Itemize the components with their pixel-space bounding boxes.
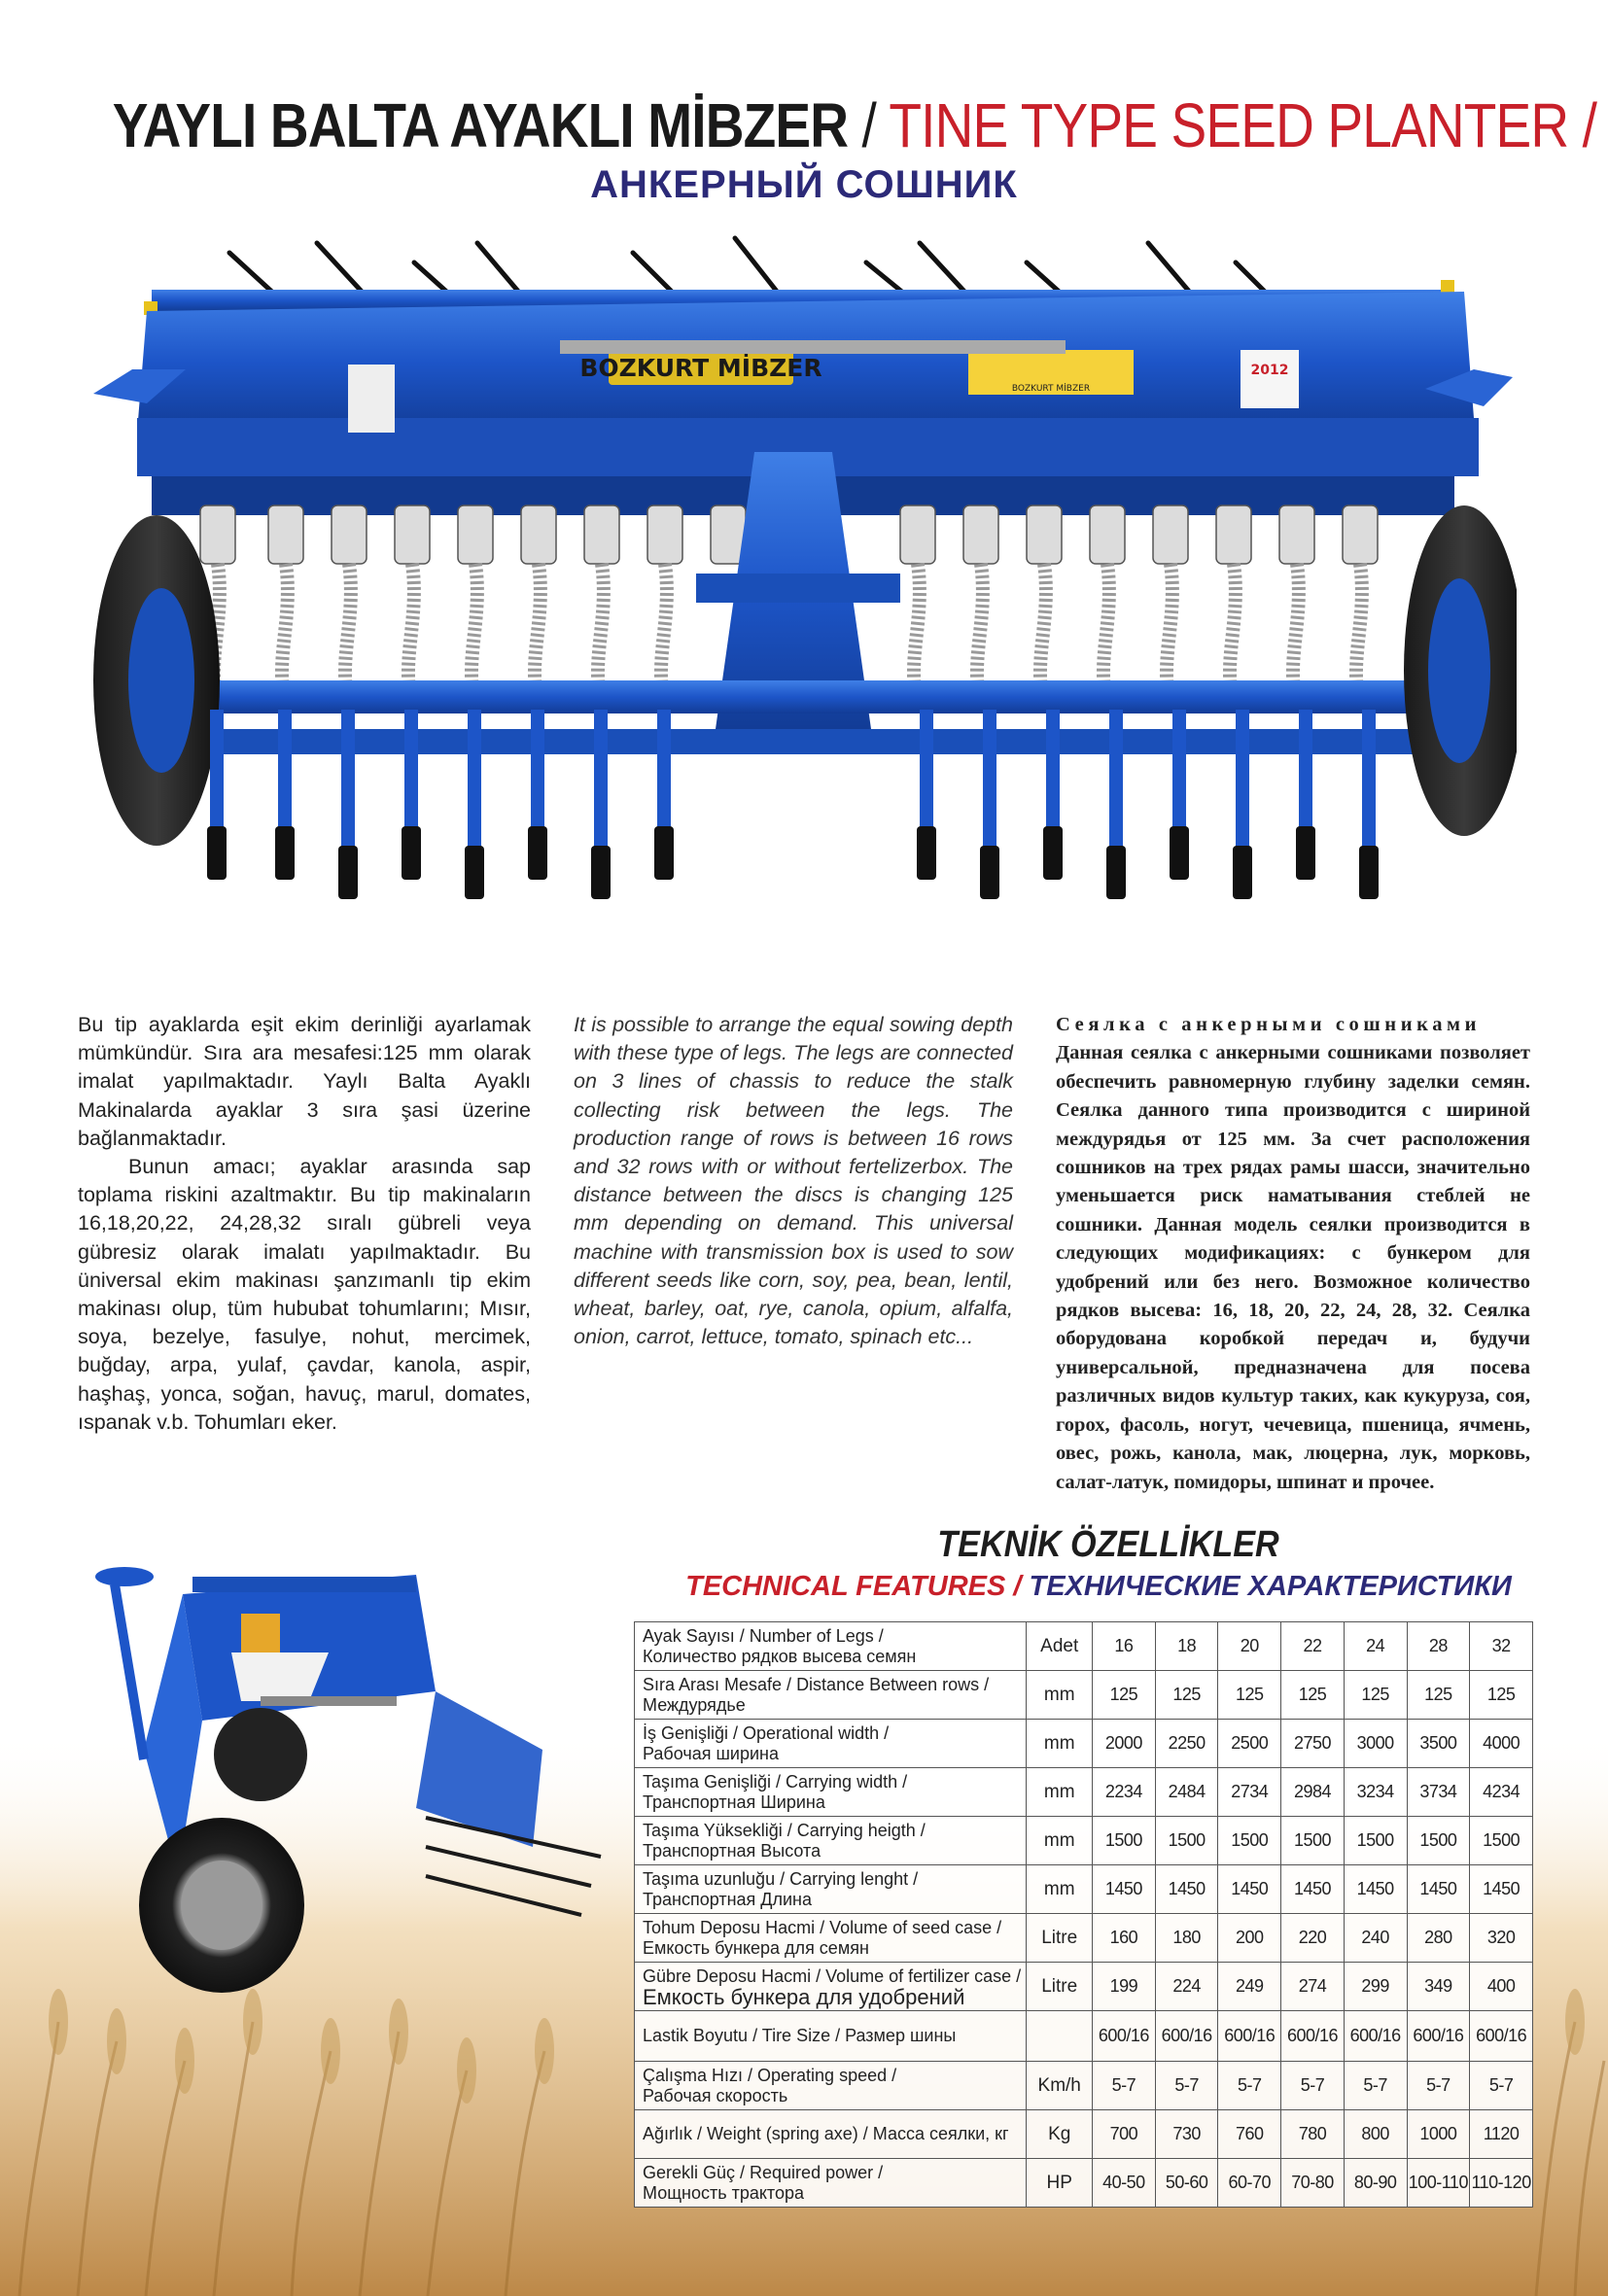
spec-value: 220 (1281, 1914, 1345, 1963)
spec-label-line1: Gerekli Güç / Required power / (643, 2162, 884, 2182)
spec-row (635, 1622, 1533, 1671)
spec-value: 5-7 (1344, 2062, 1407, 2110)
spec-value: 1500 (1093, 1817, 1156, 1865)
spec-value: 1450 (1218, 1865, 1281, 1914)
spec-value: 2500 (1218, 1720, 1281, 1768)
spec-value: 20 (1218, 1622, 1281, 1671)
spec-unit (1027, 2011, 1093, 2062)
spec-label-line1: Lastik Boyutu / Tire Size / Размер шины (643, 2026, 957, 2045)
spec-label (635, 1817, 1027, 1865)
description-russian-body: Данная сеялка с анкерными сошниками позволяет обеспечить равномерную глубину заделки семян. Сеялка данного типа производится с шириной междурядья от 125 мм. За счет расположения сошников на трех рядах рамы шасси, значительно уменьшается риск наматывания стеблей не сошники. Данная модель сеялки производится в следующих модификациях: с бункером для удобрений или без него. Возможное количество рядков высева: 16, 18, 20, 22, 24, 28, 32. Сеялка оборудована коробкой передач и, будучи универсальной, предназначена для посева различных видов культур таких, как кукуруза, соя, горох, фасоль, ногут, чечевица, пшеница, ячмень, овес, рожь, канола, мак, люцерна, лук, морковь, салат-латук, помидоры, шпинат и прочее. (1056, 1042, 1530, 1493)
warning-sticker-label: BOZKURT MİBZER (1011, 384, 1091, 394)
title-turkish: YAYLI BALTA AYAKLI MİBZER (112, 90, 849, 160)
description-turkish-p2: Bunun amacı; ayaklar arasında sap toplama riskini azaltmaktır. Bu tip makinaların 16,18,20,22, 24,28,32 sıralı gübreli veya gübresiz olarak imalatı yapılmaktadır. Bu üniversal ekim makinası şanzımanlı tip ekim makinası olup, tüm hububat tohumlarını; Mısır, soya, bezelye, fasulye, nohut, mercimek, buğday, arpa, yulaf, çavdar, kanola, aspir, haşhaş, yonca, soğan, havuç, marul, domates, ıspanak v.b. Tohumları eker. (78, 1155, 531, 1434)
spec-row (635, 2062, 1533, 2110)
spec-value: 224 (1155, 1963, 1218, 2011)
spec-label-line1: Taşıma uzunluğu / Carrying lenght / (643, 1868, 919, 1889)
spec-label-line1: Sıra Arası Mesafe / Distance Between rows / (643, 1674, 990, 1694)
description-russian (1056, 1011, 1530, 1497)
spec-value: 1120 (1470, 2110, 1533, 2159)
spec-value: 3234 (1344, 1768, 1407, 1817)
spec-value: 1500 (1155, 1817, 1218, 1865)
page-title (112, 89, 1597, 161)
spec-label-line2: Рабочая ширина (643, 1743, 779, 1763)
spec-unit: HP (1027, 2159, 1093, 2208)
spec-value: 200 (1218, 1914, 1281, 1963)
title-separator: / (848, 90, 890, 160)
spec-value: 730 (1155, 2110, 1218, 2159)
spec-value: 280 (1407, 1914, 1470, 1963)
spec-value: 800 (1344, 2110, 1407, 2159)
spec-label (635, 1720, 1027, 1768)
spec-value: 125 (1344, 1671, 1407, 1720)
spec-unit: mm (1027, 1671, 1093, 1720)
title-russian: АНКЕРНЫЙ СОШНИК (590, 163, 1018, 206)
spec-value: 274 (1281, 1963, 1345, 2011)
spec-value: 5-7 (1407, 2062, 1470, 2110)
spec-value: 600/16 (1093, 2011, 1156, 2062)
spec-value: 4000 (1470, 1720, 1533, 1768)
description-russian-heading: Сеялка с анкерными сошниками (1056, 1014, 1482, 1035)
spec-value: 4234 (1470, 1768, 1533, 1817)
spec-value: 180 (1155, 1914, 1218, 1963)
spec-label-line2: Транспортная Ширина (643, 1792, 825, 1812)
tech-title-russian: ТЕХНИЧЕСКИЕ ХАРАКТЕРИСТИКИ (1021, 1571, 1512, 1602)
spec-value: 1450 (1093, 1865, 1156, 1914)
spec-label-line1: Taşıma Genişliği / Carrying width / (643, 1771, 908, 1792)
specifications-table (634, 1621, 1533, 2208)
spec-label (635, 1671, 1027, 1720)
spec-label-line2: Емкость бункера для семян (643, 1937, 869, 1958)
spec-row (635, 1865, 1533, 1914)
spec-value: 32 (1470, 1622, 1533, 1671)
spec-value: 1500 (1218, 1817, 1281, 1865)
spec-value: 299 (1344, 1963, 1407, 2011)
description-turkish-p1: Bu tip ayaklarda eşit ekim derinliği ayarlamak mümkündür. Sıra ara mesafesi:125 mm olarak imalat yapılmaktadır. Yaylı Balta Ayaklı Makinalarda ayaklar 3 sıra şasi üzerine bağlanmaktadır. (78, 1013, 531, 1150)
spec-value: 125 (1470, 1671, 1533, 1720)
spec-row (635, 1914, 1533, 1963)
seed-planter-side-photo (86, 1555, 611, 1993)
spec-value: 5-7 (1218, 2062, 1281, 2110)
spec-value: 3500 (1407, 1720, 1470, 1768)
spec-value: 1450 (1407, 1865, 1470, 1914)
spec-value: 2234 (1093, 1768, 1156, 1817)
spec-value: 5-7 (1281, 2062, 1345, 2110)
description-english: It is possible to arrange the equal sowing depth with these type of legs. The legs are connected on 3 lines of chassis to reduce the stalk collecting risk between the legs. The production range of rows is between 16 rows and 32 rows with or without fertelizerbox. The distance between the discs is changing 125 mm depending on demand. This universal machine with transmission box is used to sow different seeds like corn, soy, pea, bean, lentil, wheat, barley, oat, rye, canola, opium, alfalfa, onion, carrot, lettuce, tomato, spinach etc... (574, 1013, 1013, 1349)
spec-row (635, 1720, 1533, 1768)
brand-label: BOZKURT MİBZER (579, 354, 822, 382)
spec-value: 1500 (1344, 1817, 1407, 1865)
tech-subtitle (681, 1571, 1517, 1603)
spec-row (635, 2159, 1533, 2208)
spec-value: 780 (1281, 2110, 1345, 2159)
spec-value: 3734 (1407, 1768, 1470, 1817)
spec-label-line2: Рабочая скорость (643, 2085, 788, 2105)
spec-label-line2: Транспортная Высота (643, 1840, 821, 1861)
spec-value: 600/16 (1407, 2011, 1470, 2062)
spec-value: 110-120 (1470, 2159, 1533, 2208)
spec-label-line1: Ağırlık / Weight (spring axe) / Масса сеялки, кг (643, 2124, 1009, 2143)
spec-label-line1: Taşıma Yüksekliği / Carrying heigth / (643, 1820, 926, 1840)
spec-value: 700 (1093, 2110, 1156, 2159)
spec-value: 125 (1407, 1671, 1470, 1720)
spec-value: 1450 (1281, 1865, 1345, 1914)
spec-value: 2750 (1281, 1720, 1345, 1768)
spec-value: 3000 (1344, 1720, 1407, 1768)
spec-value: 600/16 (1470, 2011, 1533, 2062)
spec-value: 60-70 (1218, 2159, 1281, 2208)
spec-value: 1500 (1407, 1817, 1470, 1865)
spec-label (635, 1768, 1027, 1817)
spec-value: 2734 (1218, 1768, 1281, 1817)
spec-value: 18 (1155, 1622, 1218, 1671)
spec-value: 240 (1344, 1914, 1407, 1963)
spec-label (635, 1963, 1027, 2011)
spec-value: 600/16 (1281, 2011, 1345, 2062)
spec-value: 1450 (1470, 1865, 1533, 1914)
spec-value: 28 (1407, 1622, 1470, 1671)
spec-row (635, 2011, 1533, 2062)
spec-unit: Litre (1027, 1963, 1093, 2011)
spec-value: 125 (1281, 1671, 1345, 1720)
spec-label (635, 2110, 1027, 2159)
spec-label (635, 2159, 1027, 2208)
tech-title-english: TECHNICAL FEATURES / (685, 1571, 1022, 1602)
spec-label (635, 1622, 1027, 1671)
spec-label-line1: Tohum Deposu Hacmi / Volume of seed case / (643, 1917, 1002, 1937)
spec-unit: Adet (1027, 1622, 1093, 1671)
spec-label (635, 2062, 1027, 2110)
spec-value: 40-50 (1093, 2159, 1156, 2208)
spec-value: 80-90 (1344, 2159, 1407, 2208)
spec-value: 5-7 (1470, 2062, 1533, 2110)
spec-value: 24 (1344, 1622, 1407, 1671)
spec-value: 22 (1281, 1622, 1345, 1671)
title-english: TINE TYPE SEED PLANTER / (889, 90, 1597, 160)
spec-label-line2: Междурядье (643, 1694, 746, 1715)
spec-unit: mm (1027, 1865, 1093, 1914)
spec-value: 349 (1407, 1963, 1470, 2011)
spec-label-line2: Мощность трактора (643, 2182, 805, 2203)
spec-value: 2484 (1155, 1768, 1218, 1817)
spec-value: 2000 (1093, 1720, 1156, 1768)
spec-value: 249 (1218, 1963, 1281, 2011)
spec-unit: mm (1027, 1768, 1093, 1817)
tech-title-turkish: TEKNİK ÖZELLİKLER (937, 1524, 1279, 1565)
spec-value: 1450 (1155, 1865, 1218, 1914)
spec-unit: mm (1027, 1720, 1093, 1768)
spec-value: 5-7 (1093, 2062, 1156, 2110)
spec-value: 125 (1218, 1671, 1281, 1720)
spec-value: 600/16 (1344, 2011, 1407, 2062)
spec-value: 1000 (1407, 2110, 1470, 2159)
spec-label-line2: Транспортная Длина (643, 1889, 812, 1909)
spec-label (635, 1865, 1027, 1914)
spec-value: 600/16 (1218, 2011, 1281, 2062)
spec-label-line1: Gübre Deposu Hacmi / Volume of fertilizer case / (643, 1966, 1022, 1986)
spec-value: 760 (1218, 2110, 1281, 2159)
spec-value: 2250 (1155, 1720, 1218, 1768)
spec-label-line1: İş Genişliği / Operational width / (643, 1722, 890, 1743)
spec-row (635, 1768, 1533, 1817)
spec-unit: Km/h (1027, 2062, 1093, 2110)
spec-value: 400 (1470, 1963, 1533, 2011)
spec-unit: Kg (1027, 2110, 1093, 2159)
year-badge: 2012 (1250, 363, 1289, 378)
spec-label-line1: Ayak Sayısı / Number of Legs / (643, 1625, 884, 1646)
spec-value: 70-80 (1281, 2159, 1345, 2208)
spec-label (635, 2011, 1027, 2062)
spec-value: 50-60 (1155, 2159, 1218, 2208)
spec-value: 320 (1470, 1914, 1533, 1963)
spec-label-line2: Емкость бункера для удобрений (643, 1984, 965, 2009)
spec-value: 125 (1155, 1671, 1218, 1720)
spec-row (635, 1963, 1533, 2011)
spec-row (635, 1817, 1533, 1865)
spec-label-line1: Çalışma Hızı / Operating speed / (643, 2065, 897, 2085)
spec-value: 125 (1093, 1671, 1156, 1720)
spec-value: 199 (1093, 1963, 1156, 2011)
description-turkish (78, 1011, 531, 1437)
spec-value: 1450 (1344, 1865, 1407, 1914)
spec-value: 16 (1093, 1622, 1156, 1671)
spec-label-line2: Количество рядков высева семян (643, 1646, 917, 1666)
spec-value: 160 (1093, 1914, 1156, 1963)
spec-unit: mm (1027, 1817, 1093, 1865)
spec-row (635, 1671, 1533, 1720)
spec-value: 2984 (1281, 1768, 1345, 1817)
specifications-table-body (635, 1622, 1533, 2208)
seed-planter-photo (93, 224, 1517, 1001)
spec-row (635, 2110, 1533, 2159)
spec-value: 600/16 (1155, 2011, 1218, 2062)
spec-value: 1500 (1281, 1817, 1345, 1865)
spec-unit: Litre (1027, 1914, 1093, 1963)
spec-value: 5-7 (1155, 2062, 1218, 2110)
spec-value: 100-110 (1407, 2159, 1470, 2208)
spec-label (635, 1914, 1027, 1963)
spec-value: 1500 (1470, 1817, 1533, 1865)
